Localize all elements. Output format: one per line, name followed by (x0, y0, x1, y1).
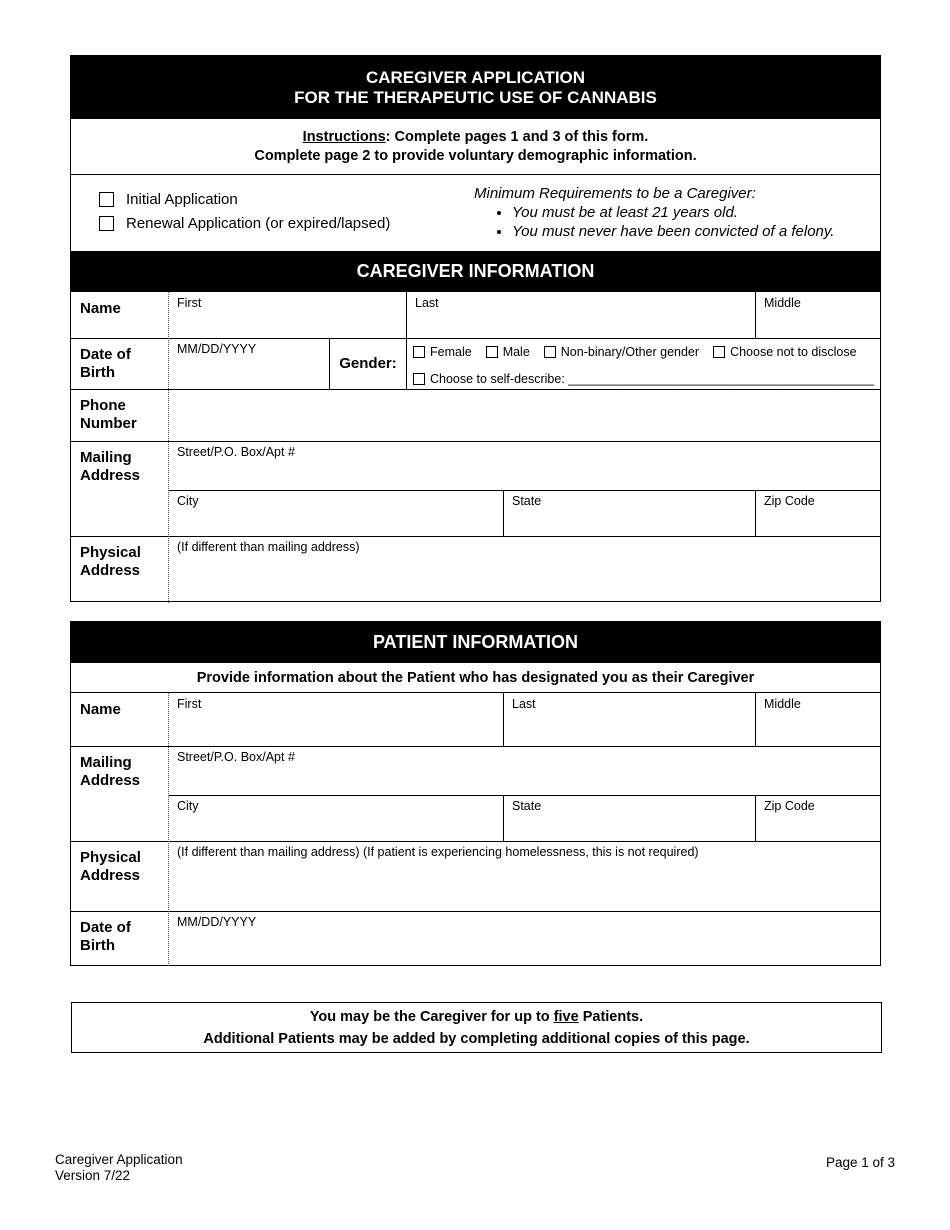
note-line-2: Additional Patients may be added by completing additional copies of this page. (203, 1030, 750, 1047)
patient-middle-name-field[interactable] (756, 693, 880, 746)
footer-page-number: Page 1 of 3 (825, 1155, 895, 1170)
patient-middle-hint: Middle (764, 697, 801, 711)
gender-male-label: Male (502, 345, 530, 359)
patient-first-hint: First (177, 697, 202, 711)
caregiver-first-name-field[interactable] (169, 292, 406, 338)
patient-state-hint: State (512, 799, 542, 813)
patient-grid (71, 693, 880, 966)
patient-state-field[interactable] (504, 795, 755, 841)
patient-name-label: Name (80, 701, 121, 718)
title-line-2: FOR THE THERAPEUTIC USE OF CANNABIS (294, 87, 657, 107)
gender-not-disclose-label: Choose not to disclose (730, 345, 857, 359)
gender-male-checkbox[interactable] (486, 346, 498, 358)
footer-form-name: Caregiver Application (55, 1152, 183, 1167)
patient-physical-hint: (If different than mailing address) (If patient is experiencing homelessness, this is not required) (177, 845, 699, 859)
caregiver-zip-field[interactable] (756, 490, 880, 536)
requirements-heading: Minimum Requirements to be a Caregiver: (474, 185, 756, 202)
gender-self-describe-checkbox[interactable] (413, 373, 425, 385)
note-line-1-post: Patients. (578, 1008, 644, 1025)
form-title (71, 56, 880, 119)
gender-label: Gender: (339, 355, 397, 372)
patient-form-frame (70, 621, 881, 966)
instructions (71, 119, 880, 175)
patient-section-title: PATIENT INFORMATION (71, 622, 880, 663)
caregiver-form-frame (70, 55, 881, 602)
patient-physical-field[interactable] (169, 841, 880, 911)
first-hint: First (177, 296, 202, 310)
caregiver-dob-field[interactable] (169, 338, 329, 389)
renewal-application-label: Renewal Application (or expired/lapsed) (126, 215, 391, 232)
patient-limit-note (71, 1002, 882, 1053)
caregiver-grid (71, 292, 880, 603)
patient-dob-hint: MM/DD/YYYY (177, 915, 257, 929)
patient-last-hint: Last (512, 697, 536, 711)
initial-application-checkbox[interactable] (99, 192, 114, 207)
patient-street-hint: Street/P.O. Box/Apt # (177, 750, 295, 764)
patient-last-name-field[interactable] (504, 693, 755, 746)
minimum-requirements (474, 184, 834, 241)
zip-hint: Zip Code (764, 494, 815, 508)
gender-female-checkbox[interactable] (413, 346, 425, 358)
requirement-felony: • You must never have been convicted of a felony. (512, 222, 834, 241)
patient-dob-field[interactable] (169, 911, 880, 966)
instructions-line-2: Complete page 2 to provide voluntary demographic information. (254, 147, 697, 164)
application-type-section (71, 175, 880, 251)
patient-dob-label: Date of Birth (80, 919, 131, 954)
caregiver-middle-name-field[interactable] (756, 292, 880, 338)
patient-first-name-field[interactable] (169, 693, 503, 746)
gender-female-label: Female (430, 345, 472, 359)
caregiver-dob-label: Date of Birth (80, 346, 131, 381)
caregiver-physical-field[interactable] (169, 536, 880, 602)
caregiver-phone-field[interactable] (169, 389, 880, 441)
gender-nonbinary-checkbox[interactable] (544, 346, 556, 358)
gender-nonbinary-label: Non-binary/Other gender (560, 345, 700, 359)
renewal-application-option[interactable] (99, 215, 390, 232)
footer-form-info (55, 1152, 183, 1184)
instructions-text: : Complete pages 1 and 3 of this form. (385, 128, 649, 145)
gender-not-disclose-checkbox[interactable] (713, 346, 725, 358)
caregiver-last-name-field[interactable] (407, 292, 755, 338)
gender-options (413, 345, 857, 359)
footer-version: Version 7/22 (55, 1168, 131, 1183)
patient-city-hint: City (177, 799, 199, 813)
city-hint: City (177, 494, 199, 508)
note-line-1-emphasis: five (553, 1008, 579, 1025)
patient-zip-hint: Zip Code (764, 799, 815, 813)
patient-zip-field[interactable] (756, 795, 880, 841)
initial-application-label: Initial Application (126, 191, 238, 208)
middle-hint: Middle (764, 296, 801, 310)
patient-city-field[interactable] (169, 795, 503, 841)
patient-subtitle: Provide information about the Patient who has designated you as their Caregiver (71, 663, 880, 693)
physical-hint: (If different than mailing address) (177, 540, 360, 554)
last-hint: Last (415, 296, 439, 310)
caregiver-city-field[interactable] (169, 490, 503, 536)
patient-physical-label: Physical Address (80, 849, 141, 884)
patient-mailing-label: Mailing Address (80, 754, 141, 789)
caregiver-name-label: Name (80, 300, 121, 317)
patient-street-field[interactable] (169, 746, 880, 795)
caregiver-street-field[interactable] (169, 441, 880, 490)
caregiver-mailing-label: Mailing Address (80, 449, 141, 484)
street-hint: Street/P.O. Box/Apt # (177, 445, 295, 459)
caregiver-phone-label: Phone Number (80, 397, 137, 432)
gender-self-describe-option[interactable] (413, 372, 874, 386)
dob-hint: MM/DD/YYYY (177, 342, 257, 356)
gender-self-describe-label: Choose to self-describe: ____________________________________________ (430, 372, 875, 386)
requirement-age: • You must be at least 21 years old. (512, 203, 834, 222)
note-line-1 (310, 1006, 643, 1028)
renewal-application-checkbox[interactable] (99, 216, 114, 231)
title-line-1: CAREGIVER APPLICATION (365, 67, 586, 87)
note-line-1-pre: You may be the Caregiver for up to (309, 1008, 554, 1025)
state-hint: State (512, 494, 542, 508)
initial-application-option[interactable] (99, 191, 238, 208)
caregiver-state-field[interactable] (504, 490, 755, 536)
caregiver-section-title: CAREGIVER INFORMATION (71, 251, 880, 292)
instructions-label: Instructions (302, 128, 386, 145)
caregiver-physical-label: Physical Address (80, 544, 141, 579)
